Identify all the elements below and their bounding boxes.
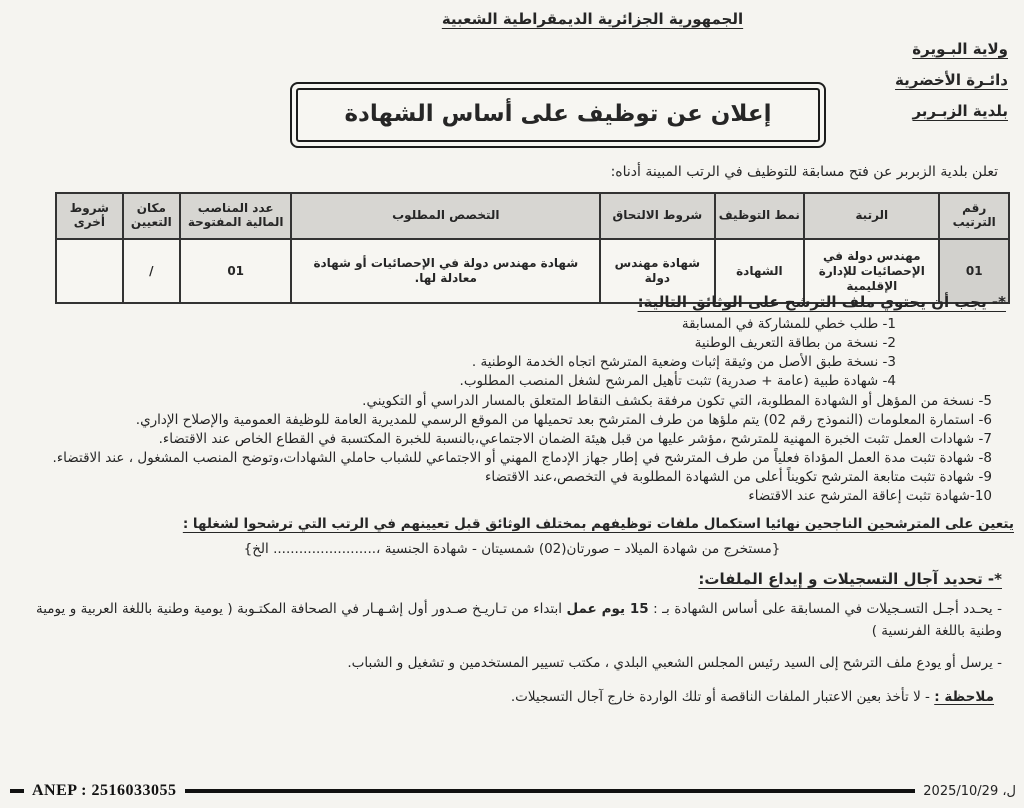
cell-required-specialty: شهادة مهندس دولة في الإحصائيات أو شهادة معادلة لها. <box>291 239 600 303</box>
cell-rank-number: 01 <box>939 239 1009 303</box>
cell-open-posts: 01 <box>180 239 292 303</box>
col-open-posts: عدد المناصب المالية المفتوحة <box>180 193 292 239</box>
daira-line: دائـرة الأخضرية <box>895 71 1008 89</box>
intro-line: تعلن بلدية الزبربر عن فتح مسابقة للتوظيف في الرتب المبينة أدناه: <box>610 164 998 180</box>
publication-date: ل، 2025/10/29 <box>923 783 1016 799</box>
vacancy-table <box>55 192 1010 304</box>
wilaya-line: ولاية البـويرة <box>912 40 1008 58</box>
col-recruitment-mode: نمط التوظيف <box>715 193 805 239</box>
note-text: - لا تأخذ بعين الاعتبار الملفات الناقصة أو تلك الواردة خارج آجال التسجيلات. <box>510 689 935 706</box>
col-required-specialty: التخصص المطلوب <box>291 193 600 239</box>
table-header-row <box>56 193 1009 239</box>
cell-recruitment-mode: الشهادة <box>715 239 805 303</box>
deadlines-section-heading: *- تحديد آجال التسجيلات و إيداع الملفات: <box>698 569 1002 588</box>
list-item: 8- شهادة تثبت مدة العمل المؤداة فعلياً من طرف المترشح في إطار جهاز الإدماج المهني أو الاجتماعي للشباب حاملي الشهادات،وتوضح المنصب المشغول ، عند الاقتضاء. <box>52 450 992 467</box>
documents-list <box>10 315 1014 507</box>
deadline-paragraph <box>36 598 1002 643</box>
col-assignment-place: مكان التعيين <box>123 193 180 239</box>
col-grade: الرتبة <box>804 193 939 239</box>
note-label: ملاحظة : <box>934 689 994 706</box>
cell-assignment-place: / <box>123 239 180 303</box>
note-paragraph <box>10 689 994 705</box>
anep-reference: ANEP : 2516033055 <box>32 782 177 799</box>
commune-line: بلدية الزبـربر <box>912 102 1008 120</box>
col-other-conditions: شروط أخرى <box>56 193 123 239</box>
footer-bar <box>10 781 1016 801</box>
deadline-text-prefix: - يحـدد أجـل التسـجيلات في المسابقة على أساس الشهادة بـ : <box>648 600 1002 617</box>
list-item: 9- شهادة تثبت متابعة المترشح تكويناً أعلى من الشهادة المطلوبة في التخصص،عند الاقتضاء <box>485 469 992 486</box>
list-item: 10-شهادة تثبت إعاقة المترشح عند الاقتضاء <box>748 488 992 505</box>
list-item: 4- شهادة طبية (عامة + صدرية) تثبت تأهيل المرشح لشغل المنصب المطلوب. <box>459 373 896 390</box>
cell-entry-conditions: شهادة مهندس دولة <box>600 239 714 303</box>
col-rank-number: رقم الترتيب <box>939 193 1009 239</box>
list-item: 2- نسخة من بطاقة التعريف الوطنية <box>694 335 896 352</box>
list-item: 5- نسخة من المؤهل أو الشهادة المطلوبة، التي تكون مرفقة بكشف النقاط المتعلق بالمسار الدراسي أو التكويني. <box>362 392 992 409</box>
list-item: 7- شهادات العمل تثبت الخبرة المهنية للمترشح ،مؤشر عليها من قبل هيئة الضمان الاجتماعي،بالنسبة للخبرة المكتسبة في القطاع الخاص عند الاقتضاء. <box>158 430 992 447</box>
list-item: 3- نسخة طبق الأصل من وثيقة إثبات وضعية المترشح اتجاه الخدمة الوطنية . <box>471 354 896 371</box>
deadline-duration: 15 يوم عمل <box>566 600 649 617</box>
republic-title: الجمهورية الجزائرية الديمقراطية الشعبية <box>441 10 744 28</box>
list-item: 1- طلب خطي للمشاركة في المسابقة <box>681 316 896 332</box>
col-entry-conditions: شروط الالتحاق <box>600 193 714 239</box>
document-body <box>10 293 1014 705</box>
authority-block <box>895 40 1008 133</box>
documents-section-heading: *- يجب أن يحتوي ملف الترشح على الوثائق التالية: <box>637 293 1006 311</box>
deadline-text-suffix: ابتداء من تـاريـخ صـدور أول إشـهـار في الصحافة المكتـوبة ( يومية وطنية باللغة العربية و يومية وطنية باللغة الفرنسية ) <box>36 600 1002 639</box>
footer-left-rule <box>10 789 24 793</box>
footer-rule <box>185 789 916 793</box>
submission-paragraph: - يرسل أو يودع ملف الترشح إلى السيد رئيس المجلس الشعبي البلدي ، مكتب تسيير المستخدمين و تشغيل و الشباب. <box>347 655 1002 672</box>
completion-extract-line: {مستخرج من شهادة الميلاد – صورتان(02) شمسيتان - شهادة الجنسية ،........................ الخ} <box>243 540 781 557</box>
completion-heading: يتعين على المترشحين الناجحين نهائيا استكمال ملفات توظيفهم بمختلف الوثائق قبل تعيينهم في الرتب التي ترشحوا لشغلها : <box>182 515 1014 532</box>
list-item: 6- استمارة المعلومات (النموذج رقم 02) يتم ملؤها من طرف المترشح بعد تحميلها من الموقع الرسمي للمديرية العامة للوظيفة العمومية والإصلاح الإداري. <box>135 411 992 428</box>
announcement-title: إعلان عن توظيف على أساس الشهادة <box>296 88 820 142</box>
announcement-title-frame <box>290 82 826 148</box>
cell-grade: مهندس دولة في الإحصائيات للإدارة الإقليمية <box>804 239 939 303</box>
